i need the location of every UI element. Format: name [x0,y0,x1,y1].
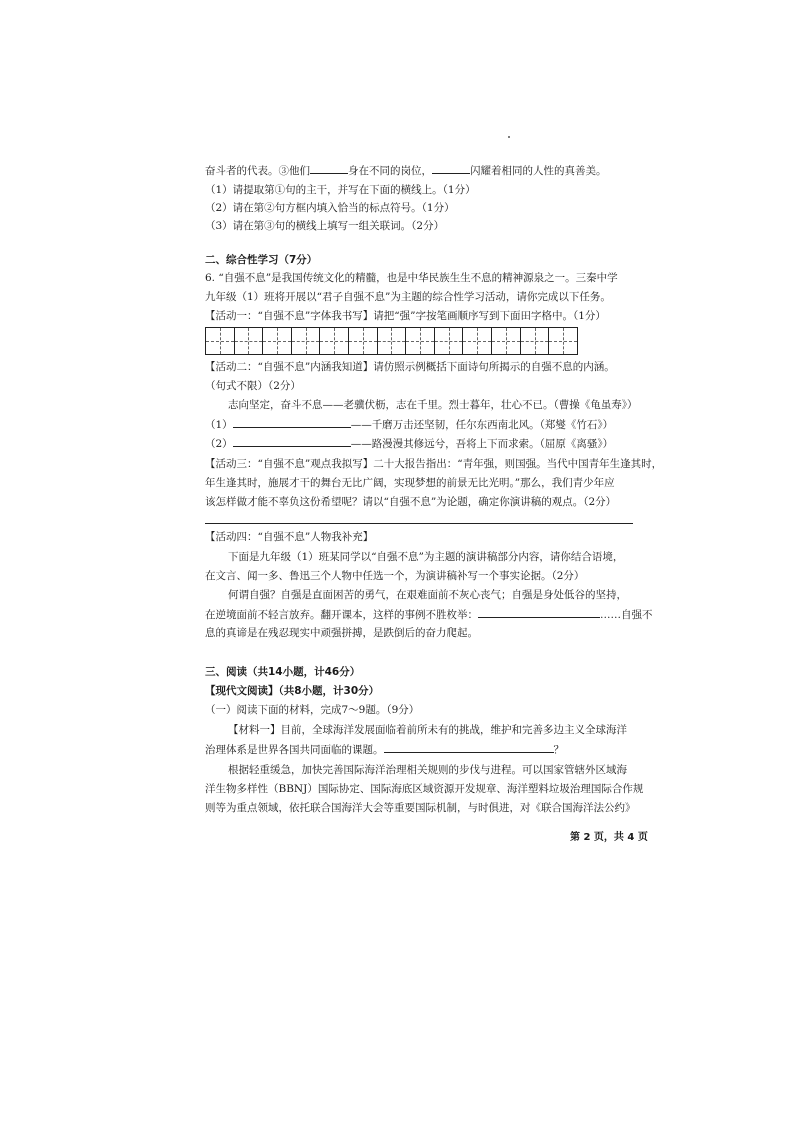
blank-1[interactable] [310,163,348,174]
q5-text-b: 身在不同的岗位， [348,165,432,177]
grid-cell[interactable] [292,328,321,354]
scan-speck [508,136,510,138]
poem-blank-2[interactable] [233,436,351,447]
grid-cell[interactable] [263,328,292,354]
speech-line2 [205,607,653,622]
answer-line[interactable] [205,523,633,524]
q5-text-c: 闪耀着相同的人性的真善美。 [470,165,607,177]
grid-cell[interactable] [206,328,235,354]
poem-item-2 [205,436,613,451]
poem-item-1 [205,417,613,432]
material1-line5: 则等为重点领域，依托联合国海洋大会等重要国际机制，与时俱进，对《联合国海洋法公约》 [205,802,636,814]
grid-cell[interactable] [349,328,378,354]
grid-cell[interactable] [521,328,550,354]
poem-item-2-num: （2） [205,438,233,450]
q5-sub1: （1）请提取第①句的主干，并写在下面的横线上。（1分） [205,184,476,196]
page-number: 第 2 页，共 4 页 [570,832,648,843]
grid-cell[interactable] [378,328,407,354]
section2-title: 二、综合性学习（7分） [205,254,318,266]
q5-line1 [205,163,607,178]
material-blank[interactable] [384,742,554,753]
example-poem: 志向坚定，奋斗不息——老骥伏枥，志在千里。烈士暮年，壮心不已。（曹操《龟虽寿》） [228,399,638,411]
q5-text-a: 奋斗者的代表。③他们 [205,165,310,177]
activity1: 【活动一：“自强不息”字体我书写】请把“强”字按笔画顺序写到下面田字格中。（1分） [205,310,606,322]
activity3-line1: 【活动三：“自强不息”观点我拟写】二十大报告指出：“青年强，则国强。当代中国青年生逢其时， [205,458,663,470]
part1-title: （一）阅读下面的材料，完成7～9题。（9分） [205,704,420,716]
material1-line2-text-b: ？ [553,744,564,756]
q5-sub2: （2）请在第②句方框内填入恰当的标点符号。（1分） [205,202,455,214]
section3-title: 三、阅读（共14小题，计46分） [205,666,361,678]
poem-item-1-text: ——千磨万击还坚韧，任尔东西南北风。（郑燮《竹石》） [350,419,614,431]
material1-line2 [205,742,564,757]
activity2-line1: 【活动二：“自强不息”内涵我知道】请仿照示例概括下面诗句所揭示的自强不息的内涵。 [205,361,615,373]
poem-blank-1[interactable] [233,417,351,428]
speech-line1: 何谓自强？自强是直面困苦的勇气，在艰难面前不灰心丧气；自强是身处低谷的坚持， [228,589,627,601]
material1-line3: 根据轻重缓急，加快完善国际海洋治理相关规则的步伐与进程。可以国家管辖外区域海 [228,764,627,776]
activity4-line1: 下面是九年级（1）班某同学以“自强不息”为主题的演讲稿部分内容，请你结合语境， [228,551,624,563]
activity4-line2: 在文言、闻一多、鲁迅三个人物中任选一个，为演讲稿补写一个事实论据。（2分） [205,570,585,582]
speech-line3: 息的真谛是在残忍现实中顽强拼搏，是跌倒后的奋力爬起。 [205,627,478,639]
material1-line4: 洋生物多样性（BBNJ）国际协定、国际海底区域资源开发规章、海洋塑料垃圾治理国际合作规 [205,783,644,795]
speech-line2-text-a: 在逆境面前不轻言放弃。翻开课本，这样的事例不胜枚举： [205,609,478,621]
material1-line1: 【材料一】目前，全球海洋发展面临着前所未有的挑战，维护和完善多边主义全球海洋 [228,724,627,736]
grid-cell[interactable] [463,328,492,354]
speech-line2-text-b: ……自强不 [600,609,653,621]
grid-cell[interactable] [435,328,464,354]
q6-line2: 九年级（1）班将开展以“君子自强不息”为主题的综合性学习活动，请你完成以下任务。 [205,291,611,303]
q6-line1: 6. “自强不息”是我国传统文化的精髓，也是中华民族生生不息的精神源泉之一。三秦中学 [205,272,618,284]
blank-2[interactable] [432,163,470,174]
grid-cell[interactable] [406,328,435,354]
grid-cell[interactable] [549,328,577,354]
poem-item-1-num: （1） [205,419,233,431]
grid-cell[interactable] [235,328,264,354]
activity2-line2: （句式不限）（2分） [205,380,301,392]
activity4-title: 【活动四：“自强不息”人物我补充】 [205,531,374,543]
activity3-line3: 该怎样做才能不辜负这份希望呢？请以“自强不息”为论题，确定你演讲稿的观点。（2分） [205,496,617,508]
tianzige-grid[interactable] [205,327,578,355]
poem-item-2-text: ——路漫漫其修远兮，吾将上下而求索。（屈原《离骚》） [350,438,614,450]
section3-sub: 【现代文阅读】（共8小题，计30分） [205,685,380,697]
grid-cell[interactable] [320,328,349,354]
activity3-line2: 年生逢其时，施展才干的舞台无比广阔，实现梦想的前景无比光明。”那么，我们青少年应 [205,477,615,489]
speech-blank[interactable] [478,607,600,618]
material1-line2-text-a: 治理体系是世界各国共同面临的课题。 [205,744,384,756]
q5-sub3: （3）请在第③句的横线上填写一组关联词。（2分） [205,220,445,232]
grid-cell[interactable] [492,328,521,354]
